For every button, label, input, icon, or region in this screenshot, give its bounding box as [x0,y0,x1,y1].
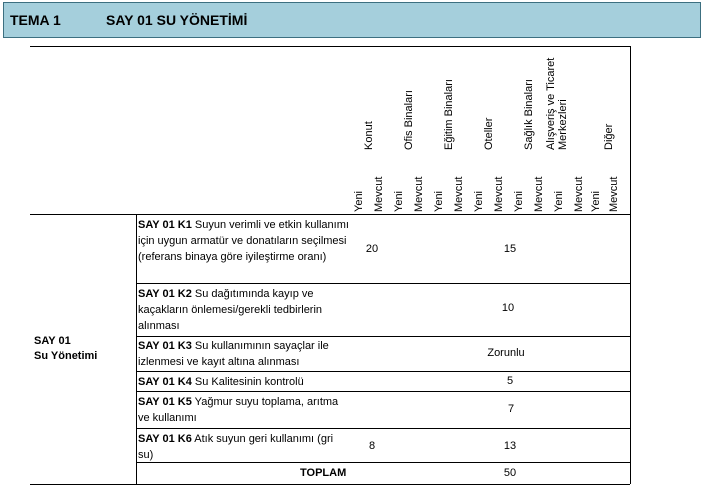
column-header-education: Eğitim Binaları Yeni Mevcut [433,79,465,212]
sub-label-new: Yeni [353,190,365,212]
criterion-k2-other-value: 10 [501,302,515,314]
sub-label-new: Yeni [553,190,565,212]
row-divider [136,371,630,372]
criterion-k3-other-value: Zorunlu [487,347,525,359]
criterion-k1-other-value: 15 [503,243,517,255]
sub-label-existing: Mevcut [533,176,545,212]
sub-label-existing: Mevcut [608,176,620,212]
column-divider [136,214,137,484]
column-header-office: Ofis Binaları Yeni Mevcut [393,90,425,212]
column-header-shopping: Alışveriş ve Ticaret Merkezleri Yeni Mevcut [545,57,585,212]
theme-header [3,2,701,38]
column-header-konut: Konut Yeni Mevcut [353,121,385,212]
criterion-k1: SAY 01 K1 Suyun verimli ve etkin kullanımı için uygun armatür ve donatıların seçilmesi (referans binaya göre iyileştirme oranı) [138,219,349,263]
criterion-k5-other-value: 7 [507,403,515,415]
row-group-label: SAY 01 Su Yönetimi [34,335,98,362]
criterion-k1-konut-value: 20 [365,243,379,255]
total-label: TOPLAM [300,467,347,479]
sub-label-new: Yeni [473,190,485,212]
theme-number: TEMA 1 [10,12,61,28]
theme-title: SAY 01 SU YÖNETİMİ [106,12,248,28]
sub-label-existing: Mevcut [373,176,385,212]
sub-label-existing: Mevcut [573,176,585,212]
sub-label-new: Yeni [513,190,525,212]
criterion-k2: SAY 01 K2 Su dağıtımında kayıp ve kaçakların önlemesi/gerekli tedbirlerin alınması [138,288,323,332]
sub-label-new: Yeni [393,190,405,212]
criterion-k6-other-value: 13 [503,440,517,452]
building-type-headers [354,48,630,212]
criterion-k5: SAY 01 K5 Yağmur suyu toplama, arıtma ve kullanımı [138,396,339,424]
sub-label-existing: Mevcut [453,176,465,212]
criterion-k6-konut-value: 8 [368,440,376,452]
table-top-border [30,46,630,47]
column-header-other: Diğer Yeni Mevcut [590,123,620,212]
sub-label-new: Yeni [433,190,445,212]
row-divider [136,283,630,284]
row-divider [136,391,630,392]
column-header-health: Sağlık Binaları Yeni Mevcut [513,79,545,212]
sub-label-existing: Mevcut [493,176,505,212]
column-header-hotels: Oteller Yeni Mevcut [473,117,505,212]
criterion-k3: SAY 01 K3 Su kullanımının sayaçlar ile izlenmesi ve kayıt altına alınması [138,340,329,368]
header-bottom-border [30,214,630,215]
total-value: 50 [503,467,517,479]
row-divider [136,336,630,337]
row-divider [136,428,630,429]
criterion-k4: SAY 01 K4 Su Kalitesinin kontrolü [138,376,304,388]
sub-label-new: Yeni [590,190,602,212]
sub-label-existing: Mevcut [413,176,425,212]
criterion-k4-other-value: 5 [506,375,514,387]
table-bottom-border [30,484,630,485]
criterion-k6: SAY 01 K6 Atık suyun geri kullanımı (gri su) [138,433,334,461]
